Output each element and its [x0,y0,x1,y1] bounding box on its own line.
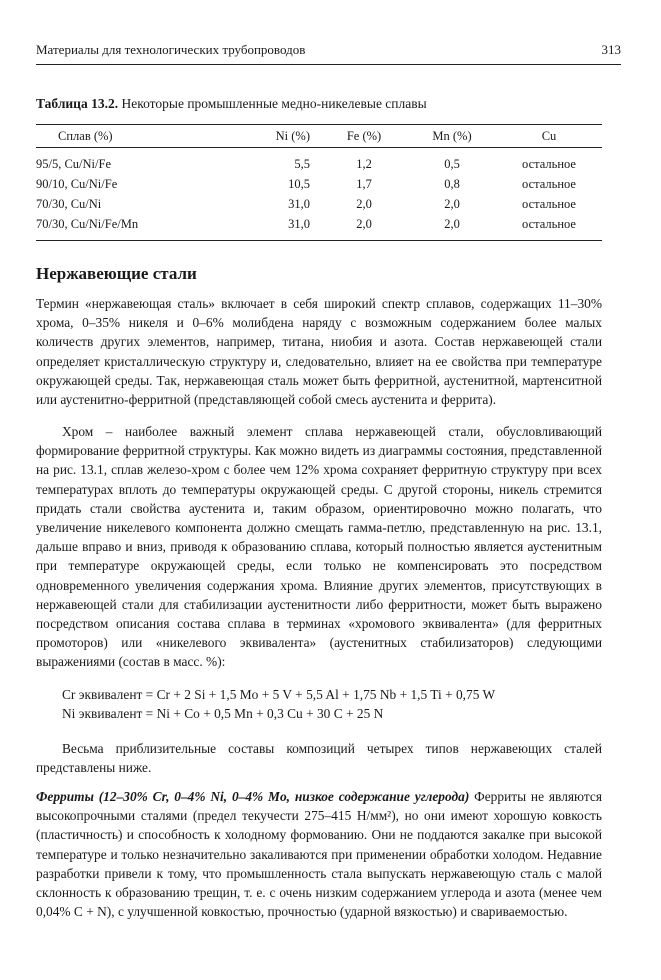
cell-mn: 2,0 [408,214,496,241]
table-row [36,148,602,175]
cell-cu: остальное [522,156,576,171]
table-row [36,214,602,241]
cell-fe: 2,0 [356,196,372,211]
cell-cu: остальное [496,214,602,241]
column-header-cu: Cu [496,125,602,148]
alloy-table [36,124,602,241]
column-header-ni: Ni (%) [248,125,320,148]
paragraph-ferrites [36,787,602,921]
formula-ni-equivalent: Ni эквивалент = Ni + Co + 0,5 Mn + 0,3 Cu + 30 C + 25 N [62,706,384,721]
section-heading: Нержавеющие стали [36,264,197,283]
column-header-fe: Fe (%) [320,125,408,148]
table-row [36,194,602,214]
cell-alloy: 95/5, Cu/Ni/Fe [36,156,112,171]
equivalent-formulas [62,685,602,723]
column-header-mn: Mn (%) [408,125,496,148]
ferrites-text: Ферриты не являются высокопрочными сталями (предел текучести 275–415 Н/мм²), но они имеют хорошую ковкость (пластичность) и способность к холодному формованию. Они не поддаются закалке при высокой температуре и только незначительно закаливаются при применении обработки холодом. Недавние разработки привели к тому, что промышленность стала выпускать нержавеющую сталь с малой склонность к образованию трещин, т. е. с очень низким содержанием углерода и азота (менее чем 0,04% С + N), с улучшенной ковкостью, прочностью (ударной вязкостью) и свариваемостью. [36,789,602,920]
paragraph-intro: Термин «нержавеющая сталь» включает в себя широкий спектр сплавов, содержащих 11–30% хрома, 0–35% никеля и 0–6% молибдена наряду с возможным содержанием более малых количеств других элементов, например, титана, ниобия и азота. Состав нержавеющей стали определяет кристаллическую структуру и, следовательно, влияет на ее свойства при температуре окружающей среды. Так, нержавеющая сталь может быть ферритной, аустенитной, мартенситной или аустенитно-ферритной (представляющей собой смесь аустенита и феррита). [36,296,602,408]
paragraph-compositions: Весьма приблизительные составы композиций четырех типов нержавеющих сталей представлены ниже. [36,741,602,776]
page-number: 313 [601,42,621,57]
cell-fe: 1,2 [356,156,372,171]
table-header-row [36,125,602,148]
cell-fe: 2,0 [320,214,408,241]
running-head-title: Материалы для технологических трубопроводов [36,42,306,57]
formula-cr-equivalent: Cr эквивалент = Cr + 2 Si + 1,5 Mo + 5 V + 5,5 Al + 1,75 Nb + 1,5 Ti + 0,75 W [62,687,496,702]
ferrites-run-in-heading: Ферриты (12–30% Cr, 0–4% Ni, 0–4% Mo, низкое содержание углерода) [36,789,470,804]
cell-alloy: 90/10, Cu/Ni/Fe [36,176,118,191]
cell-mn: 0,8 [444,176,460,191]
table-caption [36,95,427,113]
cell-cu: остальное [522,176,576,191]
cell-mn: 2,0 [444,196,460,211]
cell-ni: 5,5 [294,156,310,171]
cell-ni: 31,0 [288,196,310,211]
header-rule [36,64,621,65]
table-row [36,174,602,194]
table-caption-label: Таблица 13.2. [36,96,119,111]
running-head [36,40,621,60]
table-caption-text: Некоторые промышленные медно-никелевые сплавы [118,96,427,111]
cell-mn: 0,5 [444,156,460,171]
cell-ni: 31,0 [248,214,320,241]
column-header-alloy: Сплав (%) [36,125,248,148]
cell-cu: остальное [522,196,576,211]
cell-fe: 1,7 [356,176,372,191]
cell-alloy: 70/30, Cu/Ni/Fe/Mn [36,214,248,241]
cell-ni: 10,5 [288,176,310,191]
cell-alloy: 70/30, Cu/Ni [36,196,102,211]
paragraph-chromium: Хром – наиболее важный элемент сплава нержавеющей стали, обусловливающий формирование ферритной структуры. Как можно видеть из диаграммы состояния, представленной на рис. 13.1, сплав железо-хром с более чем 12% хрома сохраняет ферритную структуру при всех температурах вплоть до температуры окружающей среды. С другой стороны, никель стремится придать стали свойства аустенита и, таким образом, ориентировочно можно полагать, что увеличение никелевого компонента должно смещать гамма-петлю, представленную на рис. 13.1, дальше вправо и вниз, приводя к образованию сплава, который полностью является аустенитным при температуре окружающей среды, если только не компенсировать это посредством одновременного увеличения содержания хрома. Влияние других элементов, присутствующих в нержавеющей стали для стабилизации аустенитности либо ферритности, может быть выражено посредством описания состава сплава в терминах «хромового эквивалента» (для ферритных промоторов) или «никелевого эквивалента» (аустенитных стабилизаторов) следующими выражениями (состав в масс. %): [36,424,602,670]
